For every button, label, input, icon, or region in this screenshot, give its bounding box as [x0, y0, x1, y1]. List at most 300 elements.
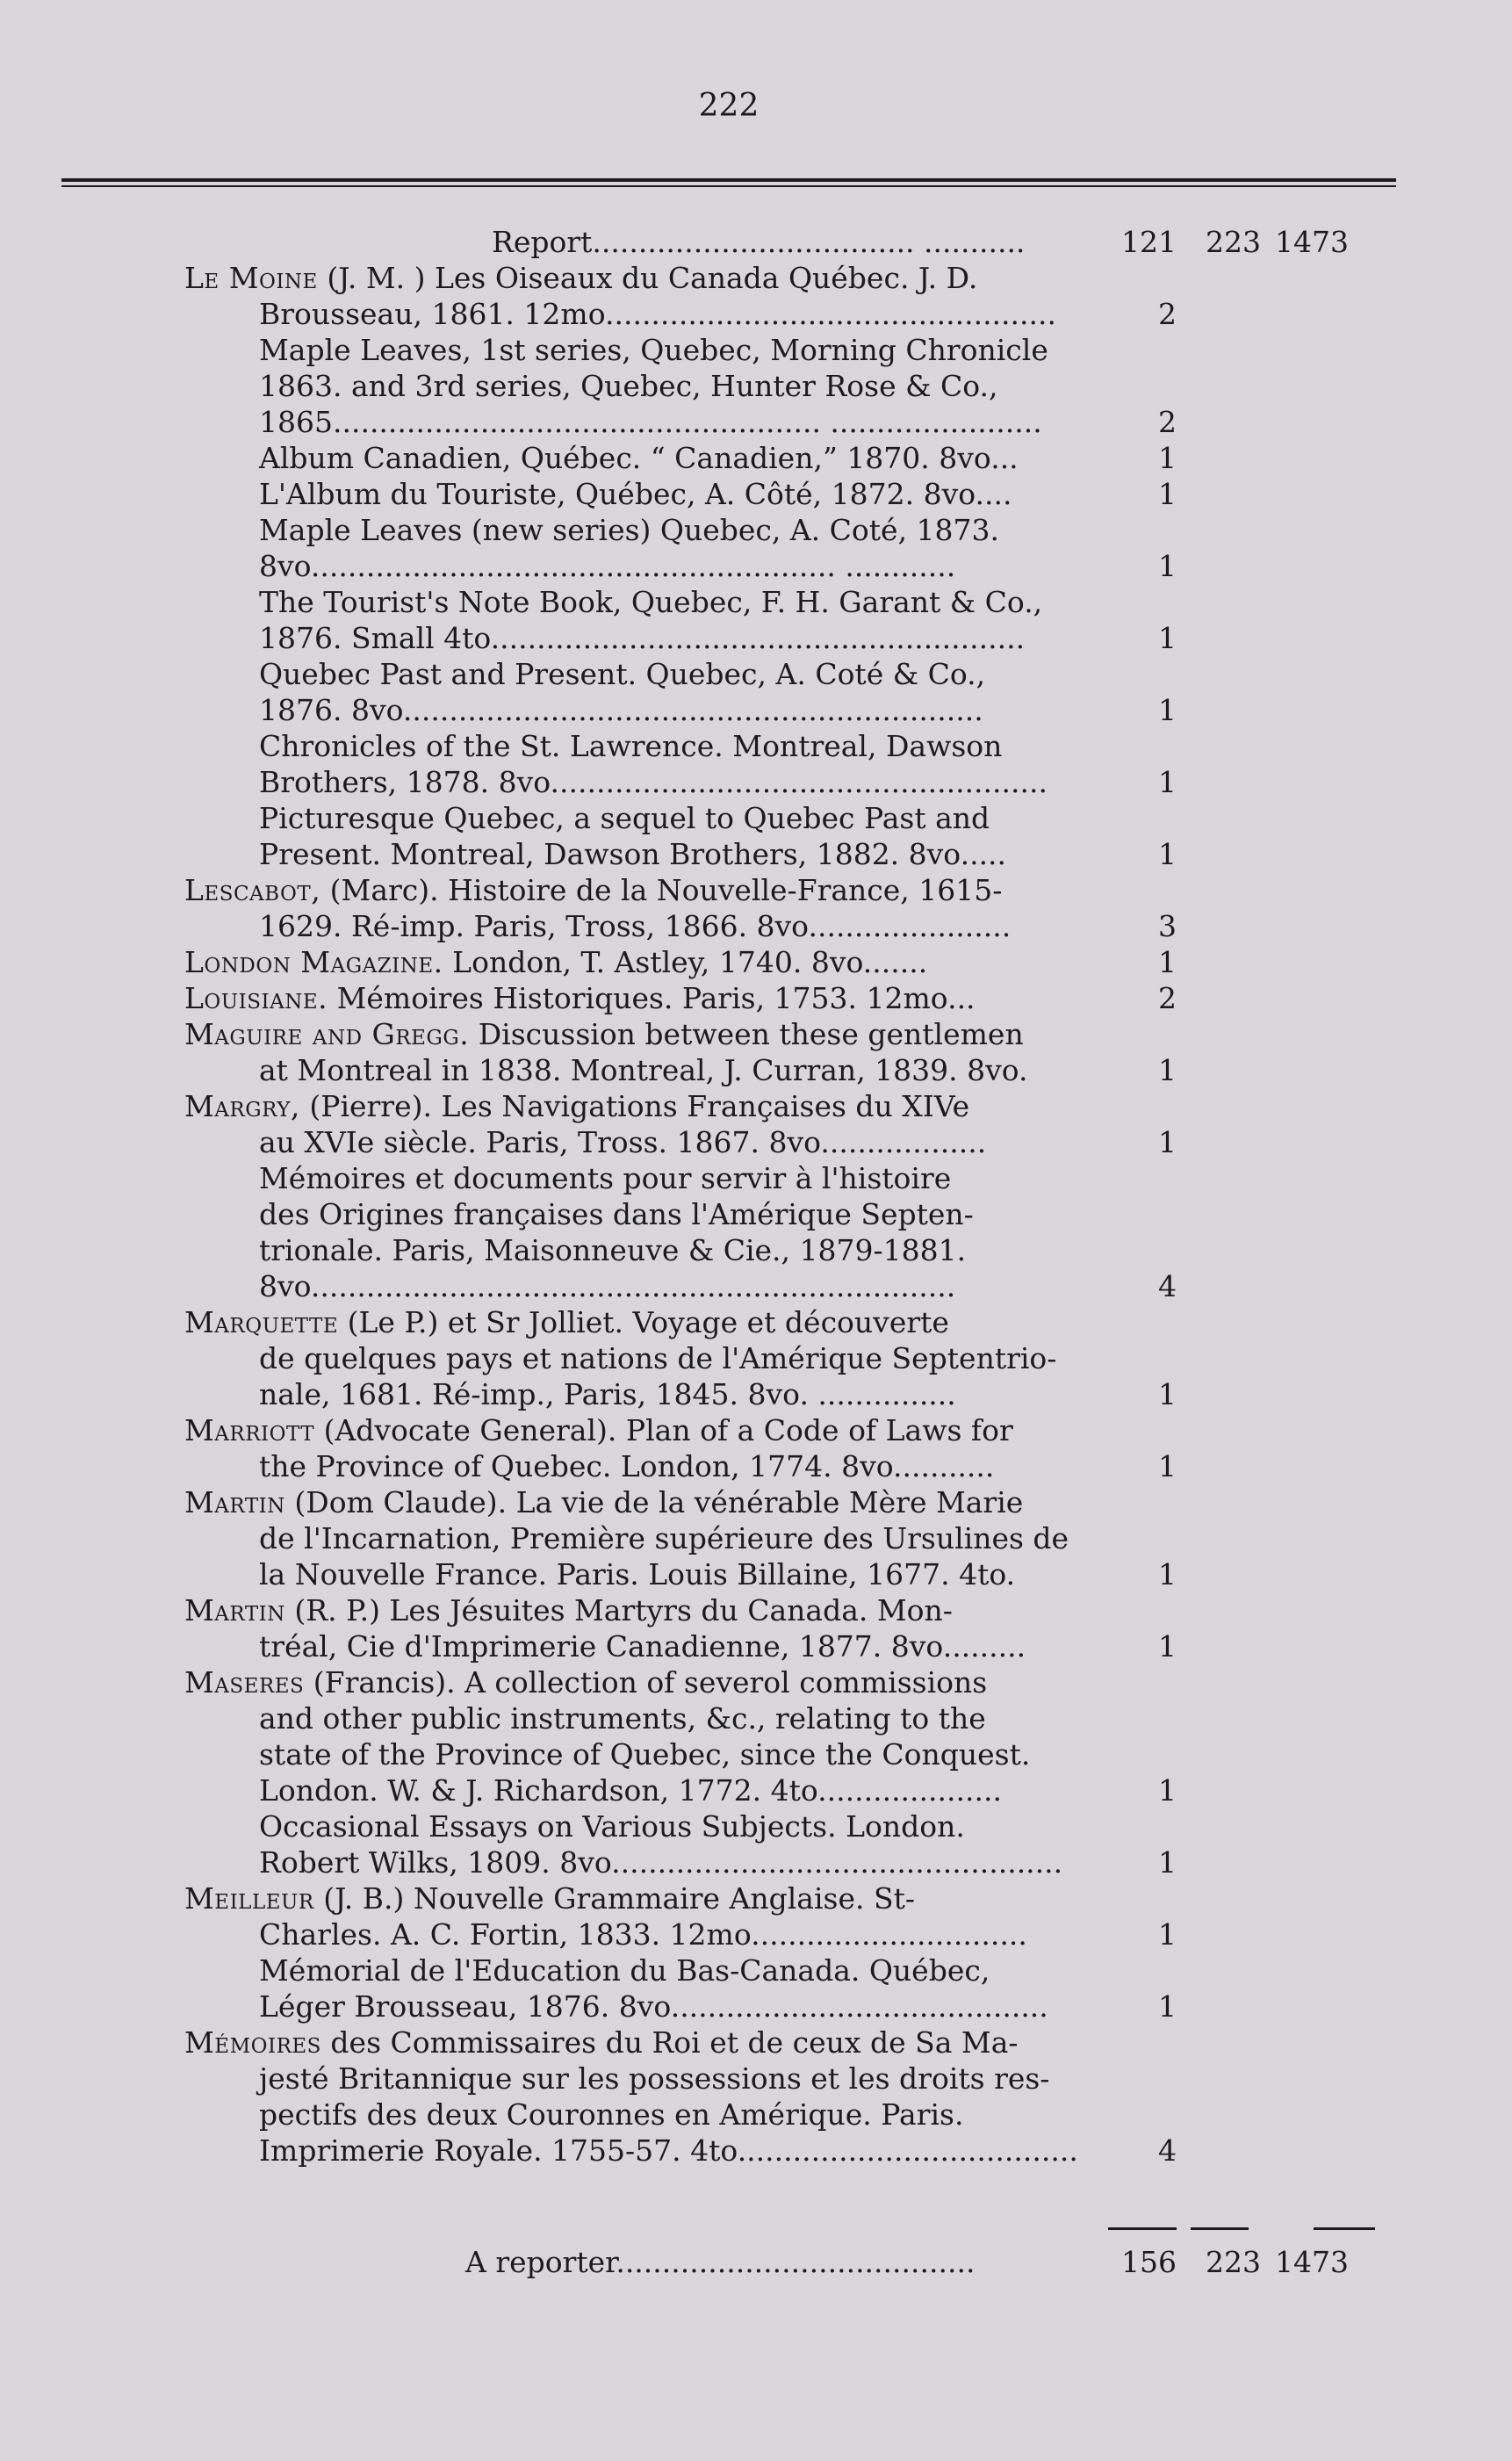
- entry-count: [1106, 1664, 1177, 1700]
- entry-col-2: [1177, 836, 1261, 872]
- entry-text: [184, 440, 1106, 476]
- entry-line: [184, 656, 1466, 692]
- entry-count: 1: [1158, 1449, 1177, 1483]
- entry-author: Maguire and Gregg.: [184, 1017, 470, 1051]
- entry-col-2: [1177, 512, 1261, 548]
- entry-line: [184, 1772, 1466, 1808]
- entry-col-2: [1177, 1196, 1261, 1232]
- entry-author: Meilleur: [184, 1881, 314, 1916]
- entry-body: 1876. 8vo...............................................................: [259, 693, 983, 727]
- entry-col-3: [1261, 1988, 1349, 2024]
- entry-col-3: [1261, 1304, 1349, 1340]
- entry-text: [184, 548, 1106, 584]
- entry-body: (Pierre). Les Navigations Françaises du XIVe: [299, 1089, 970, 1123]
- entry-count: [1106, 1952, 1177, 1988]
- entry-body: Occasional Essays on Various Subjects. London.: [259, 1809, 965, 1844]
- entry-col-3: [1261, 1664, 1349, 1700]
- entry-body: L'Album du Touriste, Québec, A. Côté, 1872. 8vo....: [259, 477, 1012, 511]
- totals-rule-1: [1108, 2227, 1177, 2230]
- entry-line: [184, 1052, 1466, 1088]
- entry-count: [1106, 584, 1177, 620]
- entry-line: [184, 800, 1466, 836]
- entry-text: [184, 1700, 1106, 1736]
- entry-line: [184, 1592, 1466, 1628]
- entry-line: [184, 440, 1466, 476]
- entry-line: [184, 1268, 1466, 1304]
- entry-line: [184, 2097, 1466, 2133]
- entry-col-3: [1261, 2060, 1349, 2097]
- entry-body: Discussion between these gentlemen: [469, 1017, 1024, 1051]
- entry-text: [184, 908, 1106, 944]
- entry-col-2: [1177, 1124, 1261, 1160]
- entry-count: 1: [1158, 837, 1177, 871]
- entry-body: Brousseau, 1861. 12mo.................................................: [259, 297, 1056, 331]
- entry-body: (J. B.) Nouvelle Grammaire Anglaise. St-: [313, 1881, 915, 1916]
- entry-col-3: [1261, 1556, 1349, 1592]
- entry-line: [184, 1916, 1466, 1952]
- entry-text: [184, 1232, 1106, 1268]
- carry-forward-col-1: 156: [1121, 2245, 1177, 2279]
- entry-line: [184, 1808, 1466, 1844]
- totals-rule-3: [1314, 2227, 1375, 2230]
- entry-body: 1863. and 3rd series, Quebec, Hunter Rose & Co.,: [259, 369, 998, 403]
- entry-line: [184, 2060, 1466, 2097]
- entry-line: [184, 1628, 1466, 1664]
- entry-count: 3: [1158, 909, 1177, 943]
- entry-text: [184, 1484, 1106, 1520]
- entry-text: [184, 296, 1106, 332]
- entry-count: [1106, 872, 1177, 908]
- entry-col-3: [1261, 1916, 1349, 1952]
- entry-line: [184, 512, 1466, 548]
- entry-count: [1106, 1088, 1177, 1124]
- entry-text: [184, 1916, 1106, 1952]
- entry-text: [184, 1664, 1106, 1700]
- entry-col-2: [1177, 908, 1261, 944]
- entry-count: [1106, 1880, 1177, 1916]
- entry-text: [184, 476, 1106, 512]
- entry-line: [184, 1736, 1466, 1772]
- entry-count: 1: [1158, 549, 1177, 583]
- entry-col-2: [1177, 1736, 1261, 1772]
- entry-body: des Origines françaises dans l'Amérique Septen-: [259, 1197, 974, 1231]
- entry-col-3: [1261, 1016, 1349, 1052]
- entry-text: [184, 404, 1106, 440]
- entry-col-2: [1177, 2060, 1261, 2097]
- entry-line: [184, 1016, 1466, 1052]
- entry-col-3: [1261, 1448, 1349, 1484]
- entry-count: [1106, 512, 1177, 548]
- entry-text: [184, 1880, 1106, 1916]
- entry-line: [184, 872, 1466, 908]
- entry-col-3: [1261, 944, 1349, 980]
- entry-body: tréal, Cie d'Imprimerie Canadienne, 1877. 8vo.........: [259, 1629, 1026, 1664]
- entry-count: [1106, 1196, 1177, 1232]
- entry-line: [184, 1448, 1466, 1484]
- entry-col-3: [1261, 1844, 1349, 1880]
- entry-text: [184, 1016, 1106, 1052]
- entry-col-2: [1177, 944, 1261, 980]
- carry-forward-col-3: 1473: [1275, 2245, 1349, 2279]
- entry-line: [184, 2133, 1466, 2169]
- entry-col-2: [1177, 620, 1261, 656]
- entry-text: [184, 656, 1106, 692]
- entry-col-3: [1261, 2024, 1349, 2060]
- entry-text: [184, 1592, 1106, 1628]
- entry-body: (Le P.) et Sr Jolliet. Voyage et découverte: [338, 1305, 949, 1339]
- entry-body: Léger Brousseau, 1876. 8vo.........................................: [259, 1989, 1048, 2024]
- entry-text: [184, 2060, 1106, 2097]
- entry-col-3: [1261, 1160, 1349, 1196]
- entry-col-2: [1177, 440, 1261, 476]
- entry-count: [1106, 368, 1177, 404]
- entry-col-3: [1261, 1196, 1349, 1232]
- entry-col-2: [1177, 1952, 1261, 1988]
- entry-line: [184, 368, 1466, 404]
- entry-col-3: [1261, 584, 1349, 620]
- entry-col-2: [1177, 1844, 1261, 1880]
- entry-col-3: [1261, 1088, 1349, 1124]
- entry-line: [184, 620, 1466, 656]
- entry-count: [1106, 1520, 1177, 1556]
- entry-col-2: [1177, 1700, 1261, 1736]
- entry-col-3: [1261, 296, 1349, 332]
- header-rule-thick: [61, 178, 1396, 182]
- entry-col-2: [1177, 980, 1261, 1016]
- entry-count: 4: [1158, 1269, 1177, 1303]
- entry-text: [184, 1412, 1106, 1448]
- entry-count: 1: [1158, 621, 1177, 655]
- entry-count: 4: [1158, 2133, 1177, 2168]
- entry-body: 8vo......................................................................: [259, 1269, 956, 1303]
- entry-body: (J. M. ) Les Oiseaux du Canada Québec. J. D.: [317, 261, 978, 295]
- entry-text: [184, 1844, 1106, 1880]
- entry-col-3: [1261, 728, 1349, 764]
- entry-line: [184, 548, 1466, 584]
- entry-count: [1106, 332, 1177, 368]
- entry-body: Maple Leaves (new series) Quebec, A. Coté, 1873.: [259, 513, 1000, 547]
- entry-col-2: [1177, 2097, 1261, 2133]
- entry-line: [184, 476, 1466, 512]
- entry-body: the Province of Quebec. London, 1774. 8vo...........: [259, 1449, 995, 1483]
- entry-count: 1: [1158, 1845, 1177, 1880]
- entry-body: Imprimerie Royale. 1755-57. 4to.....................................: [259, 2133, 1078, 2168]
- entry-text: [184, 1520, 1106, 1556]
- entry-text: [184, 1736, 1106, 1772]
- entry-col-2: [1177, 1628, 1261, 1664]
- entry-author: Marquette: [184, 1305, 339, 1339]
- entry-col-2: [1177, 800, 1261, 836]
- entry-count: [1106, 1304, 1177, 1340]
- entry-body: Mémorial de l'Education du Bas-Canada. Québec,: [259, 1953, 990, 1988]
- entry-body: nale, 1681. Ré-imp., Paris, 1845. 8vo. ...............: [259, 1377, 956, 1411]
- entry-count: [1106, 1412, 1177, 1448]
- entry-col-3: [1261, 1376, 1349, 1412]
- entry-text: [184, 2133, 1106, 2169]
- entry-body: London. W. & J. Richardson, 1772. 4to....................: [259, 1773, 1002, 1808]
- entry-body: state of the Province of Quebec, since the Conquest.: [259, 1737, 1031, 1772]
- entry-count: 1: [1158, 1377, 1177, 1411]
- entry-col-2: [1177, 1808, 1261, 1844]
- entry-line: [184, 1232, 1466, 1268]
- entry-col-2: [1177, 296, 1261, 332]
- entry-col-3: [1261, 1736, 1349, 1772]
- entry-col-3: [1261, 1340, 1349, 1376]
- entry-count: [1106, 2097, 1177, 2133]
- entry-line: [184, 260, 1466, 296]
- entry-body: and other public instruments, &c., relating to the: [259, 1701, 986, 1736]
- entry-col-2: [1177, 584, 1261, 620]
- entry-line: [184, 296, 1466, 332]
- report-row: [184, 224, 1466, 260]
- entry-col-2: [1177, 368, 1261, 404]
- entry-line: [184, 1520, 1466, 1556]
- entry-body: trionale. Paris, Maisonneuve & Cie., 1879-1881.: [259, 1233, 967, 1267]
- report-col-2: 223: [1206, 225, 1261, 259]
- entry-col-3: [1261, 1412, 1349, 1448]
- entry-col-3: [1261, 2133, 1349, 2169]
- entry-line: [184, 1124, 1466, 1160]
- entry-col-3: [1261, 620, 1349, 656]
- entry-col-2: [1177, 1340, 1261, 1376]
- entry-col-2: [1177, 1268, 1261, 1304]
- entry-body: at Montreal in 1838. Montreal, J. Curran, 1839. 8vo.: [259, 1053, 1028, 1087]
- entry-body: jesté Britannique sur les possessions et les droits res-: [259, 2061, 1050, 2096]
- entry-col-3: [1261, 1124, 1349, 1160]
- entry-text: [184, 260, 1106, 296]
- entry-col-2: [1177, 1988, 1261, 2024]
- entry-body: Present. Montreal, Dawson Brothers, 1882. 8vo.....: [259, 837, 1007, 871]
- entry-col-3: [1261, 1700, 1349, 1736]
- entry-body: (Dom Claude). La vie de la vénérable Mère Marie: [284, 1485, 1024, 1519]
- entry-line: [184, 1484, 1466, 1520]
- entry-col-2: [1177, 1304, 1261, 1340]
- entry-col-3: [1261, 1952, 1349, 1988]
- entry-body: (Marc). Histoire de la Nouvelle-France, 1615-: [320, 873, 1003, 907]
- entry-col-3: [1261, 440, 1349, 476]
- entry-body: Quebec Past and Present. Quebec, A. Coté & Co.,: [259, 657, 986, 691]
- entry-body: au XVIe siècle. Paris, Tross. 1867. 8vo..................: [259, 1125, 987, 1159]
- entry-col-2: [1177, 1052, 1261, 1088]
- entry-text: [184, 1268, 1106, 1304]
- entry-author: Le Moine: [184, 261, 318, 295]
- entry-col-3: [1261, 656, 1349, 692]
- entry-count: 1: [1158, 693, 1177, 727]
- entry-count: 1: [1158, 477, 1177, 511]
- entry-line: [184, 980, 1466, 1016]
- entry-author: Martin: [184, 1593, 285, 1627]
- entry-author: Mémoires: [184, 2025, 321, 2060]
- entry-col-2: [1177, 1916, 1261, 1952]
- entry-body: de quelques pays et nations de l'Amérique Septentrio-: [259, 1341, 1057, 1375]
- entry-col-3: [1261, 1052, 1349, 1088]
- entry-count: [1106, 1016, 1177, 1052]
- entry-text: [184, 1448, 1106, 1484]
- report-label: Report................................... ...........: [492, 225, 1026, 259]
- entry-line: [184, 764, 1466, 800]
- entry-col-3: [1261, 476, 1349, 512]
- entry-col-3: [1261, 1808, 1349, 1844]
- entry-line: [184, 2024, 1466, 2060]
- carry-forward-row: [184, 2244, 1466, 2280]
- entry-line: [184, 1556, 1466, 1592]
- entry-col-3: [1261, 1772, 1349, 1808]
- entry-body: Mémoires Historiques. Paris, 1753. 12mo...: [328, 981, 976, 1015]
- entry-col-2: [1177, 692, 1261, 728]
- entry-count: [1106, 260, 1177, 296]
- entry-count: [1106, 1484, 1177, 1520]
- report-col-1: 121: [1121, 225, 1177, 259]
- entry-col-3: [1261, 1520, 1349, 1556]
- entry-col-3: [1261, 836, 1349, 872]
- entry-col-3: [1261, 800, 1349, 836]
- entry-col-2: [1177, 1664, 1261, 1700]
- entry-author: Martin: [184, 1485, 285, 1519]
- entry-line: [184, 1952, 1466, 1988]
- entry-col-2: [1177, 1880, 1261, 1916]
- entry-line: [184, 908, 1466, 944]
- carry-forward-label: A reporter.......................................: [465, 2245, 976, 2279]
- entry-count: [1106, 1592, 1177, 1628]
- entry-col-3: [1261, 332, 1349, 368]
- entry-col-3: [1261, 512, 1349, 548]
- entry-text: [184, 2097, 1106, 2133]
- entry-text: [184, 764, 1106, 800]
- entry-line: [184, 1880, 1466, 1916]
- entry-text: [184, 1376, 1106, 1412]
- entry-text: [184, 1556, 1106, 1592]
- entry-body: 8vo......................................................... ............: [259, 549, 956, 583]
- entry-count: [1106, 1160, 1177, 1196]
- entry-count: 2: [1158, 297, 1177, 331]
- entry-text: [184, 872, 1106, 908]
- entry-text: [184, 1340, 1106, 1376]
- entry-col-3: [1261, 260, 1349, 296]
- entry-text: [184, 584, 1106, 620]
- entry-body: Robert Wilks, 1809. 8vo.................................................: [259, 1845, 1063, 1880]
- entry-body: pectifs des deux Couronnes en Amérique. Paris.: [259, 2097, 964, 2132]
- entry-body: 1865..................................................... .......................: [259, 405, 1042, 439]
- entry-count: 1: [1158, 1053, 1177, 1087]
- entry-author: Louisiane.: [184, 981, 328, 1015]
- entry-col-3: [1261, 2097, 1349, 2133]
- entry-body: Brothers, 1878. 8vo......................................................: [259, 765, 1048, 799]
- entry-col-2: [1177, 1592, 1261, 1628]
- entry-col-2: [1177, 404, 1261, 440]
- entry-line: [184, 1700, 1466, 1736]
- entry-body: Maple Leaves, 1st series, Quebec, Morning Chronicle: [259, 333, 1048, 367]
- entry-list: [184, 224, 1466, 2169]
- entry-line: [184, 1340, 1466, 1376]
- entry-body: (R. P.) Les Jésuites Martyrs du Canada. Mon-: [284, 1593, 953, 1627]
- entry-line: [184, 1196, 1466, 1232]
- entry-text: [184, 1088, 1106, 1124]
- entry-line: [184, 1304, 1466, 1340]
- entry-count: 1: [1158, 441, 1177, 475]
- entry-count: [1106, 1700, 1177, 1736]
- entry-text: [184, 1628, 1106, 1664]
- entry-body: Chronicles of the St. Lawrence. Montreal, Dawson: [259, 729, 1003, 763]
- entry-count: 1: [1158, 1629, 1177, 1664]
- entry-text: [184, 1772, 1106, 1808]
- entry-body: London, T. Astley, 1740. 8vo.......: [443, 945, 928, 979]
- carry-forward-col-2: 223: [1206, 2245, 1261, 2279]
- entry-text: [184, 512, 1106, 548]
- entry-body: The Tourist's Note Book, Quebec, F. H. Garant & Co.,: [259, 585, 1043, 619]
- entry-col-2: [1177, 872, 1261, 908]
- entry-count: 2: [1158, 405, 1177, 439]
- entry-text: [184, 332, 1106, 368]
- entry-col-2: [1177, 1520, 1261, 1556]
- entry-body: (Advocate General). Plan of a Code of Laws for: [314, 1413, 1013, 1447]
- entry-line: [184, 332, 1466, 368]
- entry-col-3: [1261, 548, 1349, 584]
- entry-body: 1876. Small 4to..........................................................: [259, 621, 1026, 655]
- entry-col-3: [1261, 764, 1349, 800]
- entry-col-3: [1261, 1268, 1349, 1304]
- entry-text: [184, 1124, 1106, 1160]
- entry-col-3: [1261, 1484, 1349, 1520]
- entry-text: [184, 800, 1106, 836]
- entry-text: [184, 836, 1106, 872]
- entry-col-3: [1261, 692, 1349, 728]
- entry-text: [184, 1808, 1106, 1844]
- entry-count: [1106, 2024, 1177, 2060]
- entry-count: 1: [1158, 1989, 1177, 2024]
- entry-text: [184, 1160, 1106, 1196]
- entry-line: [184, 1664, 1466, 1700]
- entry-col-2: [1177, 728, 1261, 764]
- entry-body: des Commissaires du Roi et de ceux de Sa Ma-: [320, 2025, 1019, 2060]
- entry-col-3: [1261, 908, 1349, 944]
- entry-body: Mémoires et documents pour servir à l'histoire: [259, 1161, 952, 1195]
- entry-col-2: [1177, 1160, 1261, 1196]
- entry-count: 1: [1158, 945, 1177, 979]
- entry-line: [184, 836, 1466, 872]
- entry-col-2: [1177, 2024, 1261, 2060]
- entry-author: Lescabot,: [184, 873, 321, 907]
- entry-col-2: [1177, 1088, 1261, 1124]
- entry-text: [184, 1196, 1106, 1232]
- entry-col-3: [1261, 1628, 1349, 1664]
- entry-col-2: [1177, 548, 1261, 584]
- entry-col-3: [1261, 1232, 1349, 1268]
- entry-col-2: [1177, 1376, 1261, 1412]
- entry-line: [184, 1988, 1466, 2024]
- entry-count: [1106, 800, 1177, 836]
- entry-line: [184, 692, 1466, 728]
- entry-body: de l'Incarnation, Première supérieure des Ursulines de: [259, 1521, 1069, 1555]
- entry-line: [184, 1088, 1466, 1124]
- entry-line: [184, 1844, 1466, 1880]
- entry-text: [184, 1988, 1106, 2024]
- entry-col-2: [1177, 1556, 1261, 1592]
- entry-text: [184, 1304, 1106, 1340]
- entry-col-3: [1261, 368, 1349, 404]
- totals-rule-2: [1191, 2227, 1249, 2230]
- entry-col-2: [1177, 656, 1261, 692]
- entry-col-3: [1261, 1880, 1349, 1916]
- entry-count: [1106, 1232, 1177, 1268]
- entry-count: [1106, 2060, 1177, 2097]
- entry-count: [1106, 1340, 1177, 1376]
- entry-text: [184, 1052, 1106, 1088]
- entry-body: Picturesque Quebec, a sequel to Quebec Past and: [259, 801, 990, 835]
- entry-line: [184, 584, 1466, 620]
- entry-count: [1106, 1808, 1177, 1844]
- entry-col-2: [1177, 1412, 1261, 1448]
- entry-line: [184, 1160, 1466, 1196]
